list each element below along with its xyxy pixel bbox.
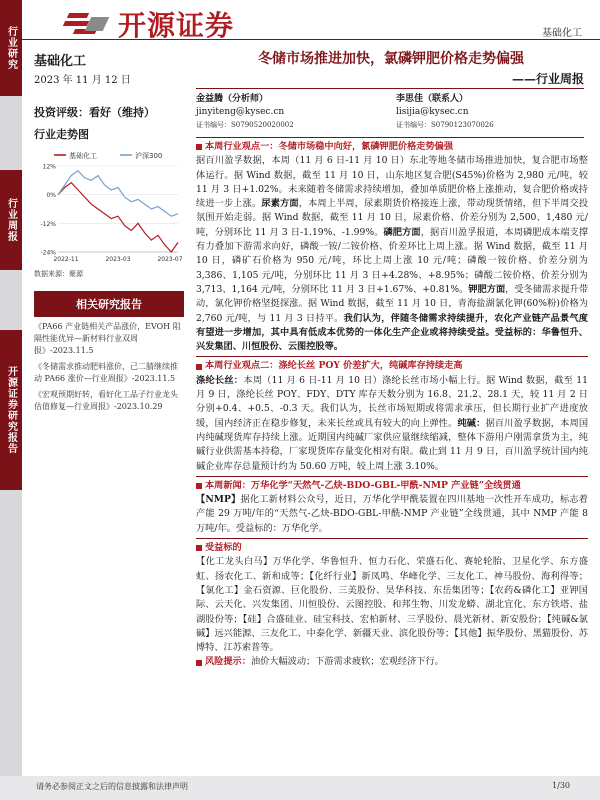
y-tick-label: -24% xyxy=(40,249,56,257)
section-heading xyxy=(196,359,588,373)
related-report-item[interactable]: 《宏观预期好转，看好化工品子行业龙头估值修复—行业周报》-2023.10.29 xyxy=(34,390,178,411)
logo-mark-icon xyxy=(62,10,112,38)
analyst-email[interactable]: lisijia@kysec.cn xyxy=(396,107,469,117)
section-heading-text: 受益标的 xyxy=(205,542,242,554)
logo xyxy=(62,4,234,44)
side-tab-industry-research: 行业研究 xyxy=(0,0,22,96)
y-tick-label: 12% xyxy=(42,163,56,171)
series-line xyxy=(58,183,178,252)
legend-label: 基础化工 xyxy=(69,152,97,160)
section-heading xyxy=(196,541,588,555)
paragraph-text: ，本周上半周，尿素期货价格接连上涨，带动现货情绪，但下半周交投氛围开始走弱。据 Wind 数据，截至 11 月 10 日，尿素价格、价差分别为 2,500、1,480 元/吨，分别环比 11 月 3 日-1.19%、-1.99%。 xyxy=(196,198,589,238)
analyst-reg: 证书编号：S0790123070026 xyxy=(396,121,494,129)
left-column xyxy=(34,50,184,417)
paragraph xyxy=(196,374,588,474)
analyst-card xyxy=(196,93,386,132)
section-heading xyxy=(196,479,588,493)
investment-rating: 投资评级：看好（维持） xyxy=(34,106,155,119)
side-tab-kysec-report: 开源证券研究报告 xyxy=(0,330,22,490)
page-footer xyxy=(0,776,600,800)
report-title: 冬储市场推进加快，氯磷钾肥价格走势偏强 xyxy=(258,51,524,67)
section-heading-text: 本周行业观点一：冬储市场稳中向好，氯磷钾肥价格走势偏强 xyxy=(205,141,454,152)
logo-text: 开源证券 xyxy=(118,9,235,42)
trend-chart-svg xyxy=(34,148,182,268)
legend-label: 沪深300 xyxy=(135,152,163,160)
paragraph xyxy=(196,493,588,536)
paragraph-text: 据化工新材料公众号，近日，万华化学甲酰装置在四川基地一次性开车成功，标志着产能 29 万吨/年的“天然气-乙炔-BDO-GBL-甲酰-NMP 产业链”全线贯通，其中 NMP 产能 8 万吨/年。受益标的：万华化学。 xyxy=(196,494,588,534)
footer-disclaimer[interactable]: 请务必参阅正文之后的信息披露和法律声明 xyxy=(36,782,188,791)
related-report-item[interactable]: 《PA66 产业链相关产品涨价，EVOH 阻隔性能优异—新材料行业双周报》-2023.11.5 xyxy=(34,322,181,355)
divider xyxy=(196,538,588,539)
x-tick-label: 2022-11 xyxy=(53,256,79,263)
square-bullet-icon xyxy=(196,660,202,666)
x-tick-label: 2023-03 xyxy=(105,256,131,263)
paragraph-text: 【化工龙头白马】万华化学、华鲁恒升、恒力石化、荣盛石化、赛轮轮胎、卫星化学、东方盛虹、扬农化工、新和成等；【化纤行业】新凤鸣、华峰化学、三友化工、神马股份、海利得等；【氯化工】金石资源、巨化股份、三美股份、昊华科技、东岳集团等；【农药&磷化工】亚钾国际、云天化、兴发集团、川恒股份、云图控股、和邦生物、川发龙蟒、湖北宜化、东方铁塔、盐湖股份等；【硅】合盛硅业、硅宝科技、宏柏新材、三孚股份、晨光新材、新安股份；【纯碱&氯碱】远兴能源、三友化工、中泰化学、新疆天业、滨化股份等；【其他】振华股份、黑猫股份、苏博特、江苏索普等。 xyxy=(196,556,588,654)
y-tick-label: -12% xyxy=(40,220,56,228)
analyst-name: 李思佳（联系人） xyxy=(396,94,469,104)
side-tab-weekly-report: 行业周报 xyxy=(0,170,22,270)
report-body xyxy=(196,140,588,670)
paragraph xyxy=(196,555,588,655)
paragraph-text: ，受冬储需求提升带动，氯化钾价格坚挺探涨。据 Wind 数据，截至 11 月 10 日，青海盐湖氯化钾(60%粉)价格为 2,760 元/吨，与 11 月 3 日持平。 xyxy=(196,283,589,324)
analyst-reg: 证书编号：S0790520020002 xyxy=(196,121,294,129)
related-reports-heading: 相关研究报告 xyxy=(34,291,184,317)
page-header xyxy=(22,0,600,40)
report-subtitle: ——行业周报 xyxy=(511,72,584,86)
section-heading-text: 本周行业观点二：涤纶长丝 POY 价差扩大，纯碱库存持续走高 xyxy=(205,360,463,372)
y-tick-label: 0% xyxy=(46,192,56,200)
square-bullet-icon xyxy=(196,545,202,551)
series-line xyxy=(58,171,178,216)
bold-lead: 尿素方面 xyxy=(261,198,299,210)
trend-chart xyxy=(34,148,182,268)
square-bullet-icon xyxy=(196,483,202,489)
bold-lead: 纯碱： xyxy=(457,417,486,429)
page-number: 1/30 xyxy=(552,781,570,790)
chart-source: 数据来源：聚源 xyxy=(34,270,83,278)
analyst-card xyxy=(396,93,586,132)
divider xyxy=(196,356,588,357)
bold-lead: 【NMP】 xyxy=(196,494,241,506)
analyst-email[interactable]: jinyiteng@kysec.cn xyxy=(196,107,285,117)
x-tick-label: 2023-07 xyxy=(157,256,182,263)
analyst-name: 金益腾（分析师） xyxy=(196,94,269,104)
paragraph-text: 本周（11 月 6 日-11 月 10 日）涤纶长丝市场小幅上行。据 Wind 数据，截至 11 月 9 日，涤纶长丝 POY、FDY、DTY 库存天数分别为 16.8、21.2、28.1 天，较 11 月 2 日分别+0.4、+0.5、-0.3 天。我们认为，长丝市场短期或将需求承压，但长期行业扩产进度放缓，国内经济正在稳步修复，未来长丝或具有较大的向上弹性。 xyxy=(196,374,588,429)
bold-conclusion: 我们认为，伴随冬储需求持续提升，农化产业链产品景气度有望进一步增加，其中具有低成本优势的一体化生产企业或将持续受益。受益标的：华鲁恒升、兴发集团、川恒股份、云图控股等。 xyxy=(196,312,588,353)
related-reports-list xyxy=(34,321,184,413)
related-report-item[interactable]: 《冬储需求推动肥料涨价，己二腈继续推动 PA66 涨价—行业周报》-2023.11.5 xyxy=(34,362,178,383)
sector-name: 基础化工 xyxy=(34,54,87,69)
report-date: 2023 年 11 月 12 日 xyxy=(34,75,131,86)
trend-chart-title: 行业走势图 xyxy=(34,128,89,141)
square-bullet-icon xyxy=(196,364,202,370)
paragraph-text: 据百川盈孚数据，本周国内纯碱现货库存持续上涨。近期国内纯碱厂家供应量继续缩减，整体下游用户刚需拿货为主，纯碱行业供需基本持稳，厂家现货库存量变化相对有限。截止到 11 月 9 日，百川盈孚统计国内纯碱企业库存总量预计约为 50.60 万吨，较上周上涨 3.10%。 xyxy=(196,417,589,472)
bold-lead: 磷肥方面 xyxy=(383,226,421,238)
risk-text: 油价大幅波动；下游需求疲软；宏观经济下行。 xyxy=(250,656,444,668)
paragraph-text: ，据百川盈孚报道，本周磷肥成本端支撑有力叠加下游需求向好，磷酸一铵/二铵价格、价差环比上周上涨。据 Wind 数据，截至 11 月 10 日，磷矿石价格为 950 元/吨，环比上周上涨 10 元/吨；磷酸一铵价格、价差分别为 3,386、1,105 元/吨，分别环比 11 月 3 日+4.28%、+8.95%；磷酸二铵价格、价差分别为 3,713、1,164 元/吨，分别环比 11 月 3 日+1.67%、+0.81%。 xyxy=(196,226,589,295)
bold-lead: 涤纶长丝： xyxy=(196,374,244,386)
square-bullet-icon xyxy=(196,144,202,150)
divider xyxy=(196,88,584,89)
paragraph xyxy=(196,154,588,354)
divider xyxy=(196,476,588,477)
risk-line xyxy=(196,655,588,669)
bold-lead: 钾肥方面 xyxy=(468,283,506,295)
section-heading-text: 本周新闻：万华化学“天然气-乙炔-BDO-GBL-甲酰-NMP 产业链”全线贯通 xyxy=(205,479,521,491)
paragraph-text: 据百川盈孚数据，本周（11 月 6 日-11 月 10 日）东北等地冬储市场推进加快，复合肥市场整体运行。据 Wind 数据，截至 11 月 10 日，山东地区复合肥(S45%)价格为 2,980 元/吨，较 11 月 3 日+1.02%。未来随着冬储需求持续增加，叠加单质肥价格上涨推动，复合肥价格或持续进一步上涨。 xyxy=(196,155,588,210)
risk-heading: 风险提示： xyxy=(205,656,251,668)
divider xyxy=(196,137,584,138)
section-heading xyxy=(196,140,588,154)
header-category: 基础化工 xyxy=(542,28,582,39)
